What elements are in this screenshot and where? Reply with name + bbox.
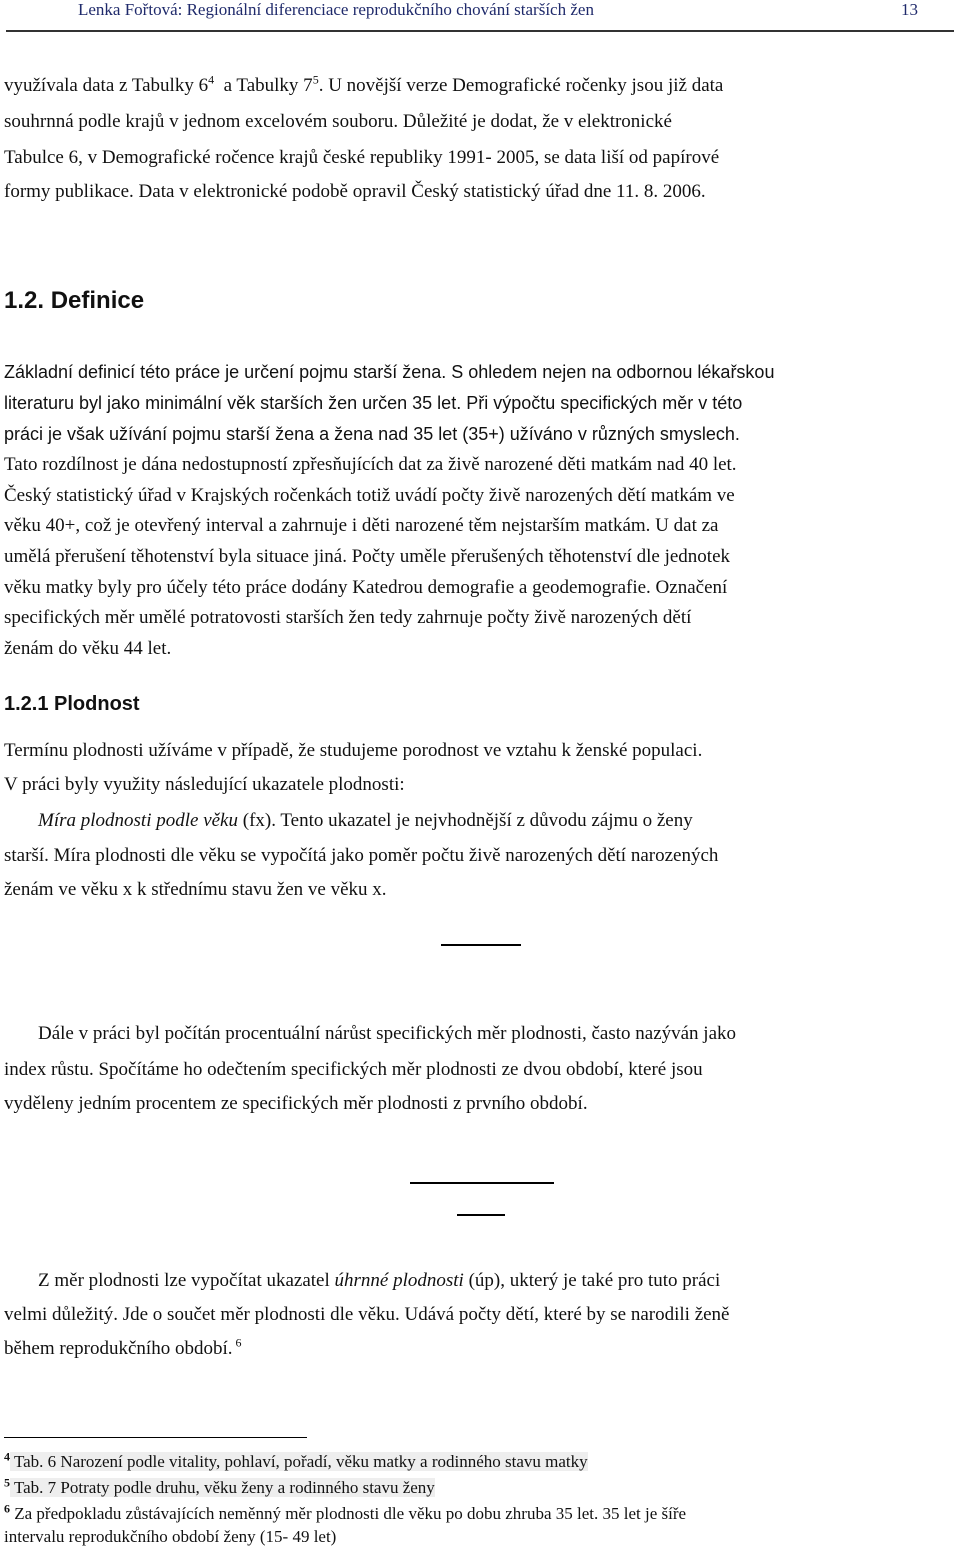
intro-text: a Tabulky 7 bbox=[214, 75, 313, 96]
uhrnna-line-1 bbox=[38, 1265, 899, 1296]
index-line-2: index růstu. Spočítáme ho odečtením specifických měr plodnosti ze dvou období, které jsou bbox=[4, 1059, 703, 1080]
footnote-text: Za předpokladu zůstávajících neměnný měr plodnosti dle věku po dobu zhruba 35 let. 35 let je šíře bbox=[10, 1504, 687, 1523]
page-number: 13 bbox=[901, 0, 918, 19]
plodnost-text: (fx). Tento ukazatel je nejvhodnější z důvodu zájmu o ženy bbox=[238, 810, 693, 831]
footnote-number: 5 bbox=[4, 1475, 10, 1490]
formula-fraction-bar bbox=[410, 1182, 554, 1184]
intro-text: . U novější verze Demografické ročenky jsou již data bbox=[318, 75, 724, 96]
definice-line-4: Tato rozdílnost je dána nedostupností zpřesňujících dat za živě narozené děti matkám nad 40 let. bbox=[4, 454, 737, 475]
intro-line-2: souhrnná podle krajů v jednom excelovém souboru. Důležité je dodat, že v elektronické bbox=[4, 111, 672, 132]
footnote-5 bbox=[4, 1476, 934, 1500]
footnote-6-continued bbox=[4, 1525, 934, 1549]
plodnost-line-2: V práci byly využity následující ukazatele plodnosti: bbox=[4, 774, 405, 795]
plodnost-line-5: ženám ve věku x k střednímu stavu žen ve věku x. bbox=[4, 879, 387, 900]
footnote-number: 4 bbox=[4, 1449, 10, 1464]
section-heading-plodnost: 1.2.1 Plodnost bbox=[4, 693, 140, 715]
plodnost-line-4: starší. Míra plodnosti dle věku se vypočítá jako poměr počtu živě narozených dětí narozených bbox=[4, 845, 719, 866]
footnote-ref-4[interactable]: 4 bbox=[208, 72, 215, 87]
footnote-text: intervalu reprodukčního období ženy (15- 49 let) bbox=[4, 1527, 337, 1546]
intro-line-1 bbox=[4, 70, 899, 101]
definice-line-2: literaturu byl jako minimální věk starších žen určen 35 let. Při výpočtu specifických měr v této bbox=[4, 393, 743, 413]
footnote-separator bbox=[4, 1437, 307, 1438]
term-uhrnne-plodnosti: úhrnné plodnosti bbox=[334, 1270, 464, 1291]
footnote-ref-6[interactable]: 6 bbox=[232, 1335, 242, 1350]
index-line-1: Dále v práci byl počítán procentuální nárůst specifických měr plodnosti, často nazýván jako bbox=[38, 1023, 737, 1044]
plodnost-line-3 bbox=[38, 805, 899, 836]
definice-line-1: Základní definicí této práce je určení pojmu starší žena. S ohledem nejen na odbornou lékařskou bbox=[4, 362, 775, 382]
uhrnna-text: (úp), ukterý je také pro tuto práci bbox=[463, 1270, 721, 1291]
term-mira-plodnosti: Míra plodnosti podle věku bbox=[38, 810, 238, 831]
footnote-number: 6 bbox=[4, 1501, 10, 1516]
footnote-ref-5[interactable]: 5 bbox=[312, 72, 319, 87]
uhrnna-line-3 bbox=[4, 1333, 899, 1364]
header-divider bbox=[6, 30, 954, 32]
formula-fraction-bar bbox=[457, 1214, 505, 1216]
footnote-4 bbox=[4, 1450, 934, 1474]
section-heading-definice: 1.2. Definice bbox=[4, 287, 145, 314]
definice-line-5: Český statistický úřad v Krajských ročenkách totiž uvádí počty živě narozených dětí matkám ve bbox=[4, 485, 735, 506]
plodnost-line-1: Termínu plodnosti užíváme v případě, že studujeme porodnost ve vztahu k ženské populaci. bbox=[4, 740, 703, 761]
uhrnna-text: Z měr plodnosti lze vypočítat ukazatel bbox=[38, 1270, 335, 1291]
intro-text: využívala data z Tabulky 6 bbox=[4, 75, 209, 96]
definice-line-6: věku 40+, což je otevřený interval a zahrnuje i děti narozené těm nejstarším matkám. U dat za bbox=[4, 515, 719, 536]
running-header-title: Lenka Fořtová: Regionální diferenciace reprodukčního chování starších žen bbox=[78, 0, 594, 19]
uhrnna-line-2: velmi důležitý. Jde o součet měr plodnosti dle věku. Udává počty dětí, které by se narodili ženě bbox=[4, 1304, 730, 1325]
index-line-3: vyděleny jedním procentem ze specifických měr plodnosti z prvního období. bbox=[4, 1093, 588, 1114]
uhrnna-text: během reprodukčního období. bbox=[4, 1338, 233, 1359]
footnote-text: Tab. 6 Narození podle vitality, pohlaví, pořadí, věku matky a rodinného stavu matky bbox=[10, 1452, 588, 1471]
intro-line-4: formy publikace. Data v elektronické podobě opravil Český statistický úřad dne 11. 8. 2006. bbox=[4, 181, 706, 202]
definice-line-8: věku matky byly pro účely této práce dodány Katedrou demografie a geodemografie. Označení bbox=[4, 577, 728, 598]
definice-line-10: ženám do věku 44 let. bbox=[4, 638, 172, 659]
intro-line-3: Tabulce 6, v Demografické ročence krajů české republiky 1991- 2005, se data liší od papírové bbox=[4, 147, 720, 168]
footnote-6 bbox=[4, 1502, 934, 1526]
definice-line-3: práci je však užívání pojmu starší žena a žena nad 35 let (35+) užíváno v různých smyslech. bbox=[4, 424, 740, 444]
footnote-text: Tab. 7 Potraty podle druhu, věku ženy a rodinného stavu ženy bbox=[10, 1478, 435, 1497]
definice-line-7: umělá přerušení těhotenství byla situace jiná. Počty uměle přerušených těhotenství dle jednotek bbox=[4, 546, 731, 567]
formula-fraction-bar bbox=[441, 944, 521, 946]
definice-line-9: specifických měr umělé potratovosti starších žen tedy zahrnuje počty živě narozených dětí bbox=[4, 607, 692, 628]
